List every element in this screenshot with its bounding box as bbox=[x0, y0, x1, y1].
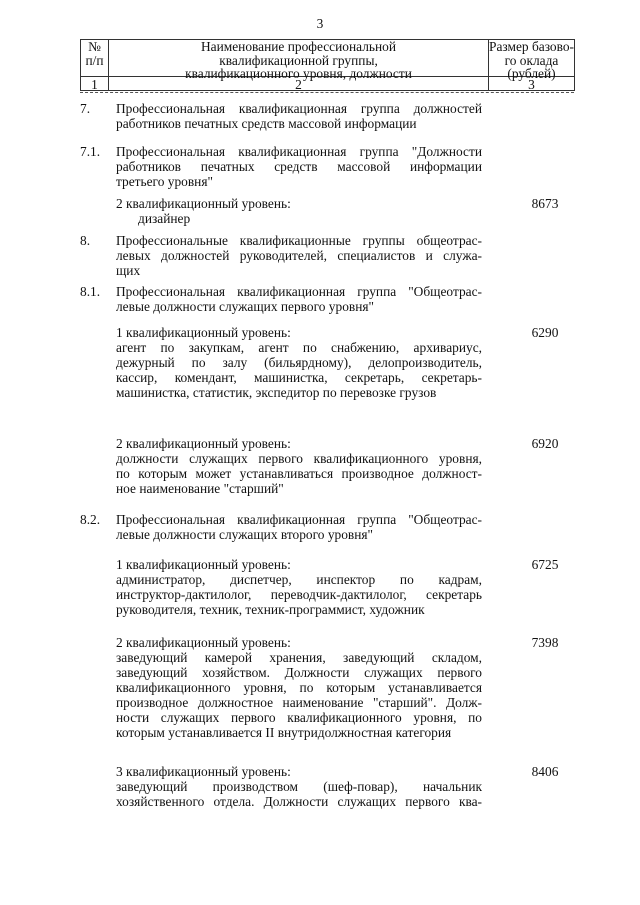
header-col-name: Наименование профессиональной квалификационной группы, квалификационного уровня, должности bbox=[185, 39, 412, 81]
row-salary: 8673 bbox=[531, 196, 559, 211]
row-number: 8.2. bbox=[80, 512, 101, 527]
row-salary: 6920 bbox=[531, 436, 559, 451]
row-text: Профессиональная квалификационная группа "Общеотрас- левые должности служащих второго уровня" bbox=[116, 512, 482, 542]
row-text: 1 квалификационный уровень: администратор, диспетчер, инспектор по кадрам, инструктор-дактилолог, переводчик-дактилолог, секретарь руководителя, техник, техник-программист, художник bbox=[116, 557, 482, 617]
row-text: Профессиональная квалификационная группа "Общеотрас- левые должности служащих первого уровня" bbox=[116, 284, 482, 314]
row-number: 8. bbox=[80, 233, 91, 248]
row-salary: 6290 bbox=[531, 325, 559, 340]
row-text: 2 квалификационный уровень: должности служащих первого квалификационного уровня, по которым может устанавливаться производное должност- ное наименование "старший" bbox=[116, 436, 482, 496]
header-index-1: 1 bbox=[91, 77, 98, 92]
header-index-3: 3 bbox=[528, 77, 535, 92]
row-salary: 6725 bbox=[531, 557, 559, 572]
header-col-salary: Размер базово- го оклада (рублей) bbox=[489, 39, 574, 81]
row-salary: 7398 bbox=[531, 635, 559, 650]
row-text: Профессиональные квалификационные группы общеотрас- левых должностей руководителей, специалистов и служа- щих bbox=[116, 233, 482, 278]
row-text: 3 квалификационный уровень: заведующий производством (шеф-повар), начальник хозяйственного отдела. Должности служащих первого ква- bbox=[116, 764, 482, 809]
header-index-2: 2 bbox=[295, 77, 302, 92]
header-dashed-rule bbox=[80, 92, 574, 93]
row-text: Профессиональная квалификационная группа "Должности работников печатных средств массовой информации третьего уровня" bbox=[116, 144, 482, 189]
row-number: 7. bbox=[80, 101, 91, 116]
header-right-border bbox=[574, 39, 575, 91]
header-col-number: № п/п bbox=[85, 39, 104, 68]
row-text: 1 квалификационный уровень: агент по закупкам, агент по снабжению, архивариус, дежурный по залу (бильярдному), делопроизводитель, кассир, комендант, машинистка, секретарь, секретарь- машинистка, статистик, экспедитор по перевозке грузов bbox=[116, 325, 482, 400]
row-text: Профессиональная квалификационная группа должностей работников печатных средств массовой информации bbox=[116, 101, 482, 131]
row-number: 8.1. bbox=[80, 284, 101, 299]
row-salary: 8406 bbox=[531, 764, 559, 779]
row-text: 2 квалификационный уровень: дизайнер bbox=[116, 196, 291, 226]
row-number: 7.1. bbox=[80, 144, 101, 159]
row-text: 2 квалификационный уровень: заведующий камерой хранения, заведующий складом, заведующий хозяйством. Должности служащих первого квалификационного уровня, по которым устанавливается производное должностное наименование "старший". Долж- ности служащих первого квалификационного уровня, по которым устанавливается II внутридолжностная категория bbox=[116, 635, 482, 740]
page-number: 3 bbox=[316, 16, 324, 31]
